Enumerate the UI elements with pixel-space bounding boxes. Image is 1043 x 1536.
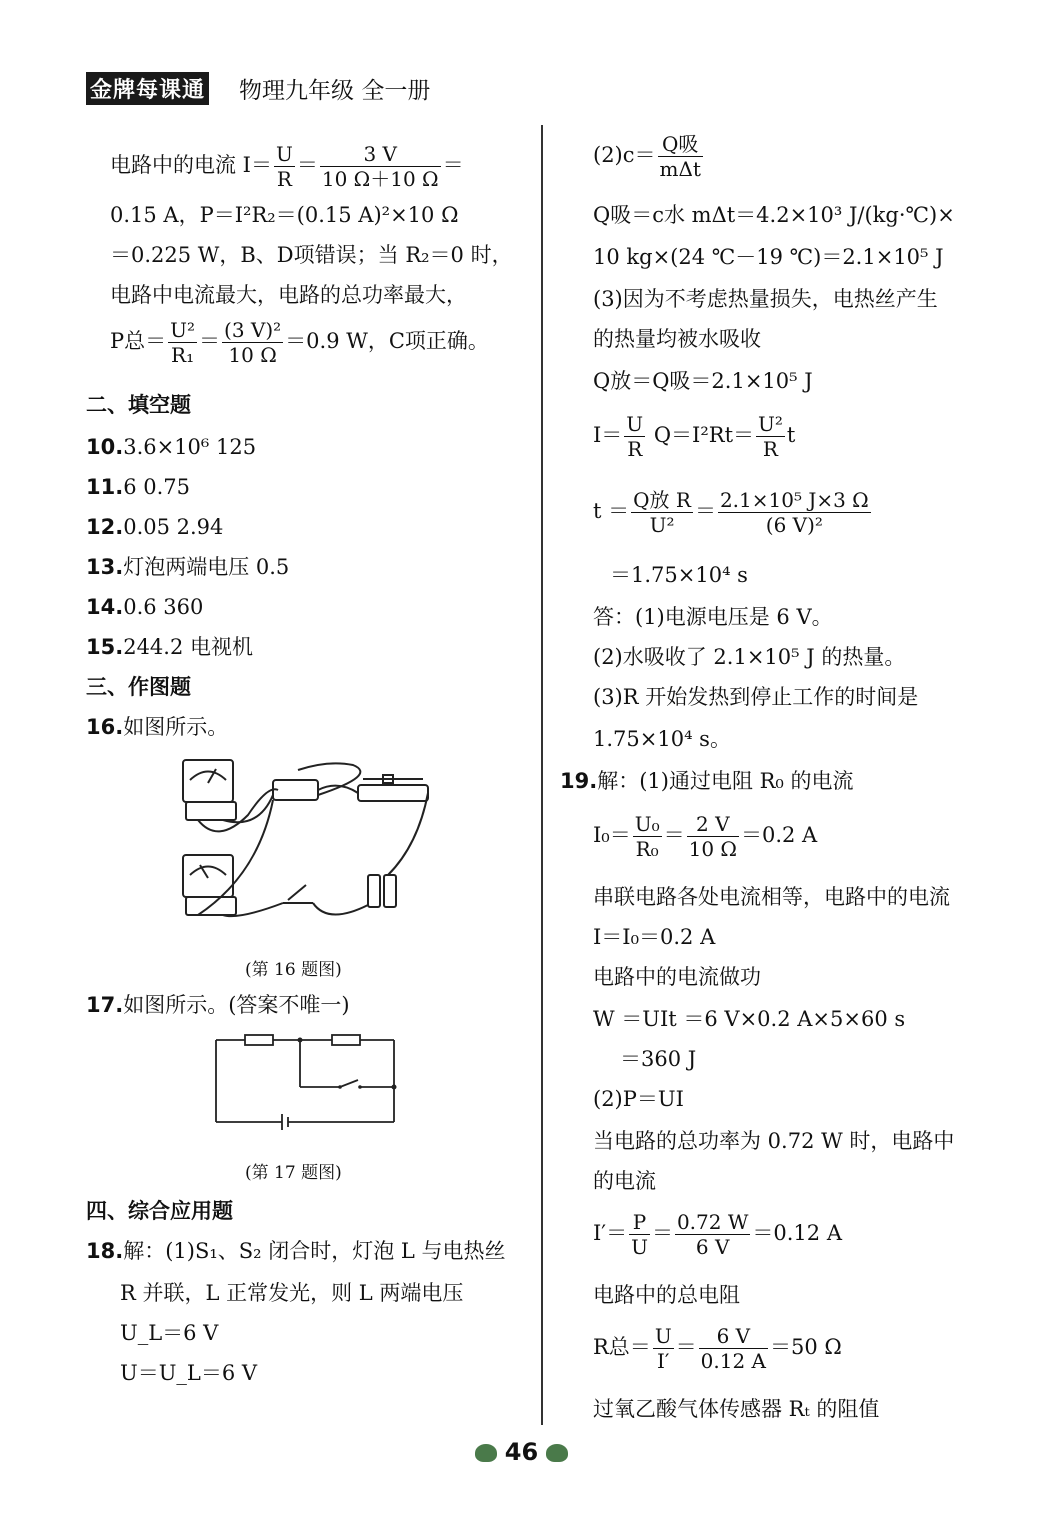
answer-19-line-1: 19.解：(1)通过电阻 R₀ 的电流	[560, 769, 854, 793]
right-line-12: (3)R 开始发热到停止工作的时间是	[593, 685, 919, 709]
right-line-2: Q吸＝c水 mΔt＝4.2×10³ J/(kg·℃)×	[593, 203, 955, 227]
right-line-10: 答：(1)电源电压是 6 V。	[593, 605, 833, 629]
answer-11: 11.6 0.75	[86, 475, 190, 499]
right-line-7: I＝ $\frac{U}{R}$ Q＝I²Rt＝ $\frac{\text{U²}}{R}$ t	[593, 412, 796, 461]
left-line-2: 0.15 A，P＝I²R₂＝(0.15 A)²×10 Ω	[110, 203, 459, 227]
answer-18-line-3: U_L＝6 V	[120, 1321, 219, 1345]
right-line-13: 1.75×10⁴ s。	[593, 727, 731, 751]
right-line-19: W ＝UIt ＝6 V×0.2 A×5×60 s	[593, 1007, 906, 1031]
right-line-4: (3)因为不考虑热量损失，电热丝产生	[593, 287, 938, 311]
right-line-21: (2)P＝UI	[593, 1087, 684, 1111]
left-line-4: 电路中电流最大，电路的总功率最大，	[110, 283, 467, 307]
leaf-icon	[546, 1444, 568, 1462]
subject-title: 物理九年级 全一册	[239, 77, 431, 104]
left-line-3: ＝0.225 W，B、D项错误；当 R₂＝0 时，	[110, 243, 513, 267]
right-line-27: 过氧乙酸气体传感器 Rₜ 的阻值	[593, 1397, 880, 1421]
figure-17-circuit	[210, 1030, 400, 1130]
column-divider	[541, 125, 543, 1425]
right-line-25: 电路中的总电阻	[593, 1283, 740, 1307]
figure-16-caption: (第 16 题图)	[245, 960, 342, 980]
figure-16-circuit	[178, 755, 438, 925]
answer-18-line-2: R 并联，L 正常发光，则 L 两端电压	[120, 1281, 464, 1305]
right-line-16: 串联电路各处电流相等，电路中的电流	[593, 885, 950, 909]
right-line-22: 当电路的总功率为 0.72 W 时，电路中	[593, 1129, 955, 1153]
page-footer	[0, 1438, 1043, 1466]
right-line-9: ＝1.75×10⁴ s	[610, 563, 748, 587]
brand-title: 金牌每课通	[86, 72, 209, 105]
right-line-23: 的电流	[593, 1169, 656, 1193]
right-line-6: Q放＝Q吸＝2.1×10⁵ J	[593, 369, 813, 393]
right-line-20: ＝360 J	[620, 1047, 697, 1071]
page-header	[86, 72, 430, 104]
figure-17-caption: (第 17 题图)	[245, 1163, 342, 1183]
answer-17: 17.如图所示。(答案不唯一)	[86, 993, 350, 1017]
right-line-15: I₀＝ $\frac{\text{U₀}}{\text{R₀}}$ ＝ $\frac{2 V}{10 \Omega}$ ＝0.2 A	[593, 812, 818, 861]
section-3-heading: 三、作图题	[86, 675, 191, 699]
right-line-17: I＝I₀＝0.2 A	[593, 925, 716, 949]
right-line-8: t ＝ $\frac{\text{Q放 R}}{\text{U²}}$ ＝ $\frac{\text{2.1×10⁵ J×3 Ω}}{\text{(6 V)²}}$	[593, 488, 869, 537]
answer-18-line-4: U＝U_L＝6 V	[120, 1361, 258, 1385]
leaf-icon	[475, 1444, 497, 1462]
right-line-24: I′＝ $\frac{P}{U}$ ＝ $\frac{0.72 W}{6 V}$ ＝0.12 A	[593, 1210, 842, 1259]
section-2-heading: 二、填空题	[86, 393, 191, 417]
right-line-26: R总＝ $\frac{U}{I'}$ ＝ $\frac{6 V}{0.12 A}$ ＝50 Ω	[593, 1324, 842, 1373]
answer-10: 10.3.6×10⁶ 125	[86, 435, 257, 459]
right-line-1: (2)c＝ $\frac{\text{Q吸}}{\text{mΔt}}$	[593, 132, 701, 181]
left-line-5: P总＝ $\frac{\text{U²}}{\text{R₁}}$ ＝ $\frac{\text{(3 V)²}}{10 \Omega}$ ＝0.9 W，C项正确。	[110, 318, 489, 367]
right-line-18: 电路中的电流做功	[593, 965, 761, 989]
left-line-1: 电路中的电流 I＝ $\frac{U}{R}$ ＝ $\frac{3 V}{10 \Omega+10 \Omega}$ ＝	[110, 142, 464, 191]
right-line-3: 10 kg×(24 ℃－19 ℃)＝2.1×10⁵ J	[593, 245, 944, 269]
answer-12: 12.0.05 2.94	[86, 515, 224, 539]
answer-15: 15.244.2 电视机	[86, 635, 253, 659]
right-line-5: 的热量均被水吸收	[593, 327, 761, 351]
answer-16: 16.如图所示。	[86, 715, 229, 739]
answer-18-line-1: 18.解：(1)S₁、S₂ 闭合时，灯泡 L 与电热丝	[86, 1239, 506, 1263]
right-line-11: (2)水吸收了 2.1×10⁵ J 的热量。	[593, 645, 906, 669]
section-4-heading: 四、综合应用题	[86, 1199, 233, 1223]
answer-13: 13.灯泡两端电压 0.5	[86, 555, 290, 579]
answer-14: 14.0.6 360	[86, 595, 204, 619]
page-number: 46	[504, 1438, 539, 1466]
